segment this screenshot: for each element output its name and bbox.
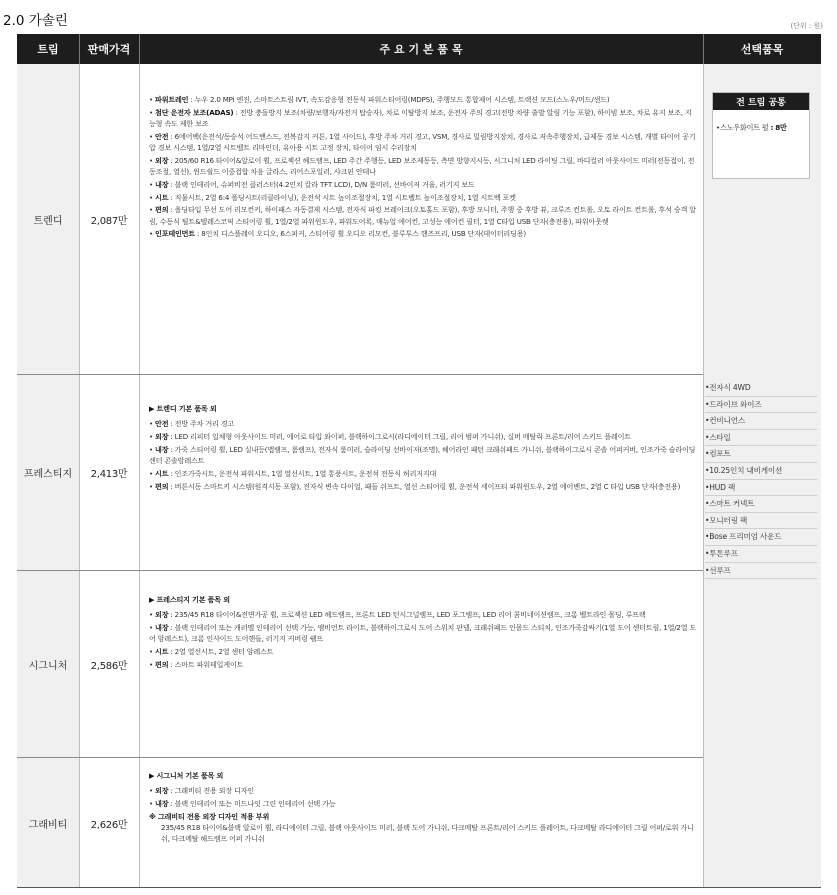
price-cell [79,64,139,374]
feature-item: • 편의 : 스마트 파워테일게이트 [149,659,244,669]
table-bottom-border [17,887,821,888]
features-cell [139,375,703,570]
option-item: •드라이브 와이즈 [705,397,817,414]
trim-cell [17,571,79,757]
feature-item: • 내장 : 가죽 스티어링 휠, LED 실내등(맵램프, 룸램프), 전자식 룸미러, 슬라이딩 선바이저(조명), 헤어라인 패턴 크래쉬패드 가니쉬, 블랙하이그로시 콘솔 어퍼커버, 인조가죽 슬라이딩 센터 콘솔암레스트 [149,444,696,465]
price-table [17,34,821,888]
trim-price: 2,586만 [90,660,128,672]
option-item: •HUD 팩 [705,480,817,497]
features-list [149,403,697,493]
features-cell [139,758,703,888]
trim-price: 2,413만 [90,469,128,480]
trim-cell [17,64,79,374]
base-trim-note: ▶ 시그니처 기본 품목 외 [149,771,224,780]
trim-price: 2,626만 [90,819,128,831]
features-cell [139,571,703,757]
column-divider [703,64,704,888]
trim-name: 시그니처 [28,660,68,672]
unit-note: (단위 : 원) [790,22,823,30]
feature-item: • 인포테인먼트 : 8인치 디스플레이 오디오, 6스피커, 스티어링 휠 오디오 리모컨, 블루투스 핸즈프리, USB 단자(데이터리딩용) [149,229,526,239]
options-column [703,64,821,888]
header-divider [79,34,80,64]
row-divider [17,374,703,375]
trim-cell [17,758,79,888]
option-item: •컨비니언스 [705,413,817,430]
trim-price: 2,087만 [90,215,128,227]
row-divider [17,757,703,758]
price-cell [79,571,139,757]
option-item: •컴포트 [705,446,817,463]
row-divider [17,570,703,571]
option-item: •10.25인치 내비게이션 [705,463,817,480]
feature-item: • 첨단 운전자 보조(ADAS) : 전방 충돌방지 보조(차량/보행자/자전거 탑승자), 차로 이탈방지 보조, 운전자 주의 경고(전방 차량 출발 알림 기능 포함), 하이빔 보조, 차로 유지 보조, 지능형 속도 제한 보조 [149,107,692,128]
features-cell [139,64,703,374]
trim-cell [17,375,79,570]
common-options-box [712,92,810,179]
gravity-design-note-text: 235/45 R18 타이어&블랙 알로이 휠, 라디에이터 그릴, 블랙 아웃사이드 미러, 블랙 도어 가니쉬, 다크메탈 프론트/리어 스키드 플레이트, 다크메탈 라디에이터 그릴 어퍼/로워 가니쉬, 다크메탈 헤드램프 어퍼 가니쉬 [161,823,694,844]
common-options-title: 전 트림 공통 [713,93,809,110]
feature-item: • 시트 : 직물시트, 2열 6:4 폴딩시트(리클라이닝), 운전석 시트 높이조절장치, 1열 시트벨트 높이조절장치, 1열 시트백 포켓 [149,192,516,202]
feature-item: • 내장 : 블랙 인테리어, 슈퍼비전 클러스터(4.2인치 칼라 TFT LCD), D/N 룸미러, 선바이저 거울, 러기지 보드 [149,179,475,189]
header-options: 선택품목 [703,34,821,64]
feature-item: • 외장 : 235/45 R18 타이어&전면가공 휠, 프로젝션 LED 헤드램프, 프론트 LED 턴시그널램프, LED 포그램프, LED 리어 콤비네이션램프, 크롬 벨트라인 몰딩, 루프랙 [149,610,646,620]
feature-item: • 내장 : 블랙 인테리어 또는 캐러멜 인테리어 선택 가능, 앰비언트 라이트, 블랙하이그로시 도어 스위치 판넬, 크래쉬패드 인몰드 스티치, 인조가죽감싸기(1열 도어 센터트림, 1열/2열 도어 암레스트), 크롬 인사이드 도어핸들, 러기지 커버링 쉘프 [149,623,697,644]
feature-item: • 외장 : LED 리피터 일체형 아웃사이드 미러, 에어로 타입 와이퍼, 블랙하이그로시(라디에이터 그릴, 리어 범퍼 가니쉬), 실버 메탈릭 프론트/리어 스키드 플레이트 [149,432,631,441]
price-cell [79,758,139,888]
trim-name: 트렌디 [33,215,63,227]
column-divider [79,64,80,888]
option-item: •투톤루프 [705,546,817,563]
base-trim-note: ▶ 프레스티지 기본 품목 외 [149,595,230,604]
base-trim-note: ▶ 트렌디 기본 품목 외 [149,404,217,413]
header-divider [703,34,704,64]
option-item: •스타일 [705,430,817,447]
header-divider [139,34,140,64]
header-features: 주 요 기 본 품 목 [139,34,703,64]
feature-item: • 시트 : 인조가죽시트, 운전석 파워시트, 1열 열선시트, 1열 통풍시트, 운전석 전동식 허리지지대 [149,468,437,478]
features-list [149,770,697,844]
common-option-item: •스노우화이트 펄 : 8만 [716,123,787,132]
feature-item: • 파워트레인 : 누우 2.0 MPi 엔진, 스마트스트림 IVT, 속도감응형 전동식 파워스티어링(MDPS), 주행모드 통합제어 시스템, 트랙션 모드(스노우/머드/샌드) [149,95,610,104]
feature-item: • 편의 : 폴딩타입 무선 도어 리모컨키, 하이패스 자동결제 시스템, 전자식 파킹 브레이크(오토홀드 포함), 후방 모니터, 주행 중 후방 뷰, 크루즈 컨트롤, 오토 라이트 컨트롤, 후석 승객 알림, 수동식 틸트&텔레스코픽 스티어링 휠, 1열/2열 파워윈도우, 파워도어록, 매뉴얼 에어컨, 고성능 에어컨 필터, 1열 C타입 USB 단자(충전용), 파워아웃렛 [149,205,696,226]
feature-item: • 외장 : 그래비티 전용 외장 디자인 [149,786,255,796]
option-item: •Bose 프리미엄 사운드 [705,529,817,546]
trim-name: 그래비티 [28,819,68,831]
option-item: •전자식 4WD [705,380,817,397]
header-price: 판매가격 [79,34,139,64]
feature-item: • 외장 : 205/60 R16 타이어&알로이 휠, 프로젝션 헤드램프, LED 주간 주행등, LED 보조제동등, 측면 방향지시등, 시그니처 LED 라이팅 그릴, 바디컬러 아웃사이드 미러(전동접이, 전동조절, 열선), 윈드쉴드 이중접합 차음 글라스, 리어스포일러, 샤크핀 안테나 [149,155,695,176]
option-item: •모니터링 팩 [705,513,817,530]
option-item: •선루프 [705,563,817,580]
trim-name: 프레스티지 [23,469,73,480]
header-trim: 트림 [17,34,79,64]
feature-item: • 내장 : 블랙 인테리어 또는 미드나잇 그린 인테리어 선택 가능 [149,799,336,808]
option-item: •스마트 커넥트 [705,496,817,513]
price-cell [79,375,139,570]
feature-item: • 안전 : 전방 주차 거리 경고 [149,419,235,429]
option-list [705,380,817,579]
column-divider [139,64,140,888]
gravity-design-note-title: ※ 그래비티 전용 외장 디자인 적용 부위 [149,811,270,821]
feature-item: • 시트 : 2열 열선시트, 2열 센터 암레스트 [149,647,274,656]
features-list [149,594,697,672]
feature-item: • 편의 : 버튼시동 스마트키 시스템(원격시동 포함), 전자식 변속 다이얼, 패들 쉬프트, 열선 스티어링 휠, 운전석 세이프티 파워윈도우, 2열 에어벤트, 2열 C 타입 USB 단자(충전용) [149,481,681,491]
features-list [149,94,697,241]
feature-item: • 안전 : 6에어백(운전석/동승석 어드밴스드, 전복감지 커튼, 1열 사이드), 후방 주차 거리 경고, VSM, 경사로 밀림방지장치, 경사로 저속주행장치, 급제동 경보 시스템, 개별 타이어 공기압 경보 시스템, 1열/2열 시트벨트 리마인더, 유아용 시트 고정 장치, 타이어 임시 수리장치 [149,131,696,152]
page-title: 2.0 가솔린 [3,13,68,29]
